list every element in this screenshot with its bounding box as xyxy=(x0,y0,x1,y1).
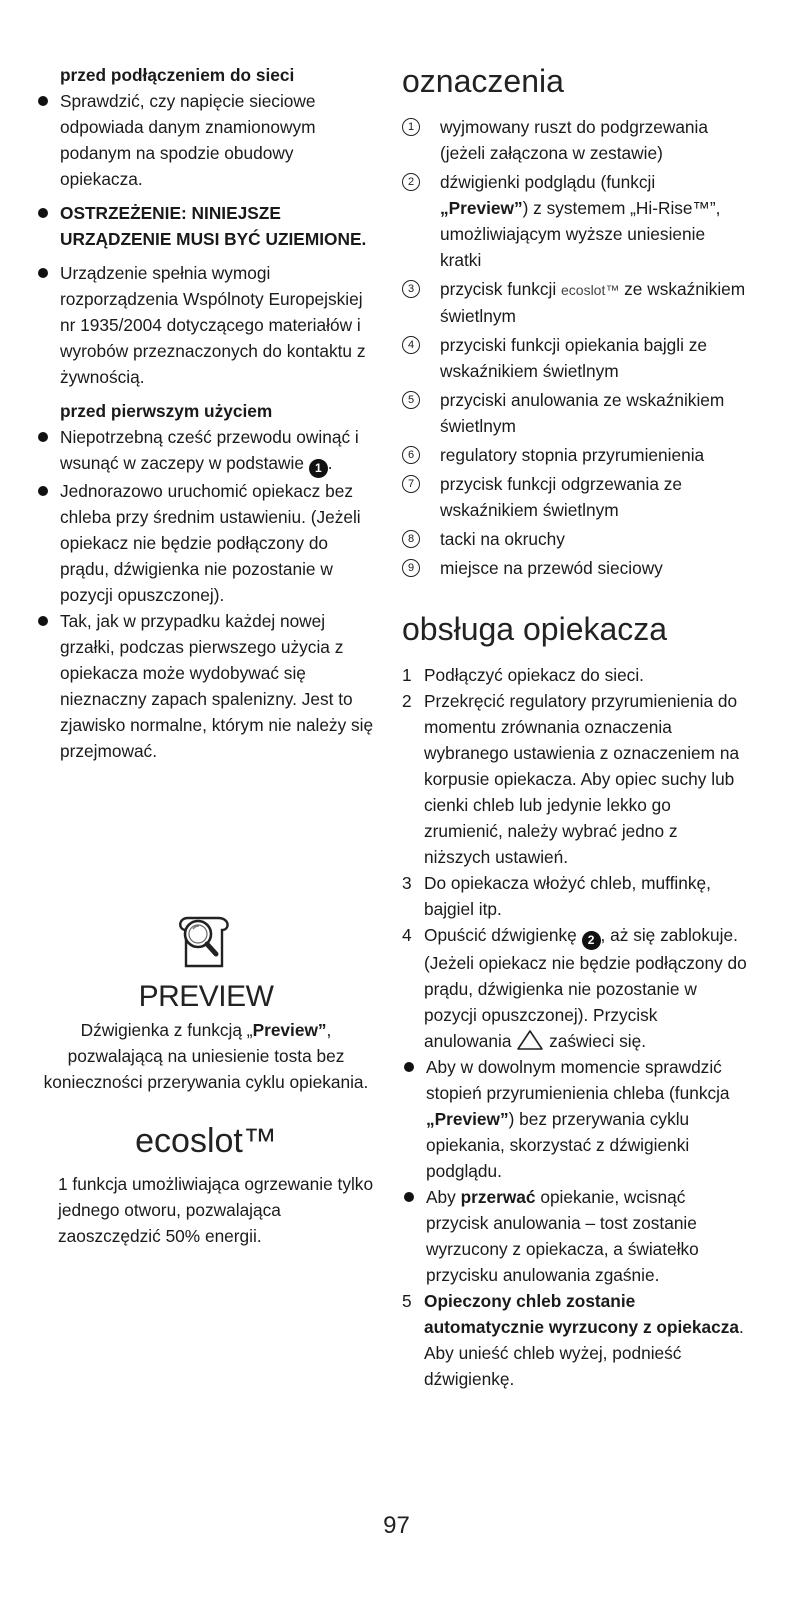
legend-number: 4 xyxy=(402,336,420,354)
list-item: Urządzenie spełnia wymogi rozporządzenia Wspólnoty Europejskiej nr 1935/2004 dotyczącego materiałów i wyrobów przeznaczonych do kontaktu z żywnością. xyxy=(36,260,376,390)
legend-list xyxy=(402,114,747,581)
legend-number: 3 xyxy=(402,280,420,298)
first-use-heading: przed pierwszym użyciem xyxy=(60,401,273,421)
step-item: 2 Przekręcić regulatory przyrumienienia do momentu zrównania oznaczenia wybranego ustawienia z oznaczeniem na korpusie opiekacza. Aby opiec suchy lub cienki chleb lub jedynie lekko go zrumienić, należy wybrać jedno z niższych ustawień. xyxy=(402,691,740,867)
legend-item: 9 miejsce na przewód sieciowy xyxy=(402,555,747,581)
preview-block xyxy=(36,912,376,1249)
page-number: 97 xyxy=(383,1512,410,1539)
bullet-icon xyxy=(38,96,48,106)
before-connect-heading: przed podłączeniem do sieci xyxy=(60,65,295,85)
legend-number: 1 xyxy=(402,118,420,136)
legend-item: 1 wyjmowany ruszt do podgrzewania (jeżeli załączona w zestawie) xyxy=(402,114,747,166)
step-item: 4 Opuścić dźwigienkę 2 , aż się zablokuje. (Jeżeli opiekacz nie będzie podłączony do prądu, dźwigienka nie pozostanie w pozycji opuszczonej). Przycisk anulowania zaświeci się. xyxy=(402,925,747,1051)
bullet-icon xyxy=(38,432,48,442)
legend-title: oznaczenia xyxy=(402,63,564,99)
legend-number: 6 xyxy=(402,446,420,464)
legend-number: 9 xyxy=(402,559,420,577)
bullet-icon xyxy=(38,268,48,278)
ref-number-badge: 2 xyxy=(582,931,601,950)
preview-title: PREVIEW xyxy=(138,980,274,1013)
step-item: 1 Podłączyć opiekacz do sieci. xyxy=(402,665,644,685)
list-item: Jednorazowo uruchomić opiekacz bez chleba przy średnim ustawieniu. (Jeżeli opiekacz nie będzie podłączony do prądu, dźwigienka nie pozostanie w pozycji opuszczonej). xyxy=(36,478,376,608)
legend-item: 6 regulatory stopnia przyrumienienia xyxy=(402,442,747,468)
list-item: Sprawdzić, czy napięcie sieciowe odpowiada danym znamionowym podanym na spodzie obudowy opiekacza. xyxy=(36,88,376,192)
operation-title: obsługa opiekacza xyxy=(402,611,668,647)
legend-item: 3 przycisk funkcji ecoslot™ ze wskaźnikiem świetlnym xyxy=(402,276,747,329)
list-item: Aby przerwać opiekanie, wcisnąć przycisk anulowania – tost zostanie wyrzucony z opiekacza, a światełko przycisku anulowania zgaśnie. xyxy=(402,1184,747,1288)
step-item: 5 Opieczony chleb zostanie automatycznie wyrzucony z opiekacza. Aby unieść chleb wyżej, podnieść dźwigienkę. xyxy=(402,1290,744,1389)
warning-item: OSTRZEŻENIE: NINIEJSZE URZĄDZENIE MUSI BYĆ UZIEMIONE. xyxy=(36,200,376,252)
right-column xyxy=(402,62,747,1392)
legend-number: 8 xyxy=(402,530,420,548)
bullet-icon xyxy=(38,486,48,496)
left-column xyxy=(36,62,376,764)
list-item: Tak, jak w przypadku każdej nowej grzałki, podczas pierwszego użycia z opiekacza może wydobywać się nieznaczny zapach spalenizny. Jest to zjawisko normalne, którym nie należy się przejmować. xyxy=(36,608,376,764)
list-item: Aby w dowolnym momencie sprawdzić stopień przyrumienienia chleba (funkcja „Preview”) bez przerywania cyklu opiekania, skorzystać z dźwigienki podglądu. xyxy=(402,1054,747,1184)
legend-item: 8 tacki na okruchy xyxy=(402,526,747,552)
ecoslot-title: ecoslot™ xyxy=(135,1122,277,1160)
toast-magnifier-icon xyxy=(36,912,376,975)
cancel-triangle-icon xyxy=(516,1029,544,1051)
legend-number: 5 xyxy=(402,391,420,409)
legend-number: 7 xyxy=(402,475,420,493)
legend-item: 2 dźwigienki podglądu (funkcji „Preview”) z systemem „Hi-Rise™”, umożliwiającym wyższe uniesienie kratki xyxy=(402,169,747,273)
preview-description: Dźwigienka z funkcją „Preview”, pozwalającą na uniesienie tosta bez konieczności przerywania cyklu opiekania. xyxy=(43,1020,369,1092)
bullet-icon xyxy=(38,616,48,626)
bullet-icon xyxy=(404,1192,414,1202)
legend-item: 4 przyciski funkcji opiekania bajgli ze wskaźnikiem świetlnym xyxy=(402,332,747,384)
ecoslot-description: 1 funkcja umożliwiająca ogrzewanie tylko jednego otworu, pozwalająca zaoszczędzić 50% energii. xyxy=(58,1174,374,1246)
step-item: 3 Do opiekacza włożyć chleb, muffinkę, bajgiel itp. xyxy=(402,873,711,919)
legend-item: 7 przycisk funkcji odgrzewania ze wskaźnikiem świetlnym xyxy=(402,471,747,523)
legend-number: 2 xyxy=(402,173,420,191)
bullet-icon xyxy=(38,208,48,218)
bullet-icon xyxy=(404,1062,414,1072)
ref-number-badge: 1 xyxy=(309,459,328,478)
legend-item: 5 przyciski anulowania ze wskaźnikiem świetlnym xyxy=(402,387,747,439)
list-item: Niepotrzebną cześć przewodu owinąć i wsunąć w zaczepy w podstawie 1 . xyxy=(36,424,376,478)
